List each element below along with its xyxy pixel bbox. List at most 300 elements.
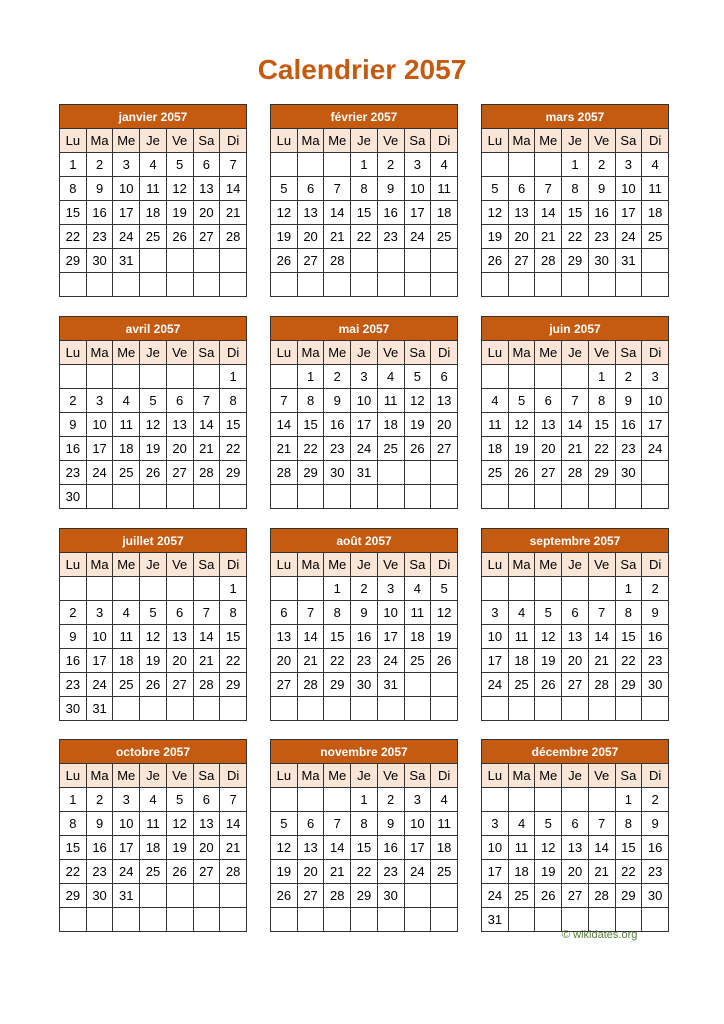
empty-day-cell [615,485,642,509]
weekday-label: Ve [588,341,615,365]
empty-day-cell [271,365,298,389]
weekday-label: Sa [404,129,431,153]
day-cell: 6 [431,365,458,389]
day-cell: 8 [615,601,642,625]
weekday-label: Ve [588,553,615,577]
week-row [482,697,669,721]
day-cell: 26 [482,249,509,273]
day-cell: 8 [351,812,378,836]
footer-credit[interactable]: © wikidates.org [562,929,638,941]
empty-day-cell [86,365,113,389]
week-row [60,908,247,932]
day-cell: 16 [60,437,87,461]
day-cell: 8 [60,812,87,836]
day-cell: 25 [140,860,167,884]
day-cell: 8 [220,389,247,413]
empty-day-cell [113,485,140,509]
empty-day-cell [193,884,220,908]
day-cell: 4 [508,601,535,625]
day-cell: 27 [193,225,220,249]
month-table [481,104,669,297]
day-cell: 25 [508,673,535,697]
weekday-label: Ma [86,129,113,153]
day-cell: 11 [482,413,509,437]
day-cell: 24 [482,673,509,697]
day-cell: 2 [324,365,351,389]
empty-day-cell [351,697,378,721]
empty-day-cell [166,884,193,908]
empty-day-cell [535,273,562,297]
day-cell: 22 [60,225,87,249]
day-cell: 24 [351,437,378,461]
day-cell: 16 [588,201,615,225]
day-cell: 4 [482,389,509,413]
weekday-label: Ma [508,764,535,788]
empty-day-cell [642,249,669,273]
day-cell: 7 [588,812,615,836]
week-row [60,860,247,884]
empty-day-cell [113,908,140,932]
empty-day-cell [508,577,535,601]
week-row [271,413,458,437]
day-cell: 29 [220,673,247,697]
day-cell: 21 [220,201,247,225]
empty-day-cell [508,485,535,509]
weekday-label: Lu [271,553,298,577]
month-title: février 2057 [271,105,458,129]
week-row [60,177,247,201]
empty-day-cell [562,365,589,389]
day-cell: 13 [297,201,324,225]
day-cell: 3 [351,365,378,389]
day-cell: 18 [508,649,535,673]
empty-day-cell [271,697,298,721]
day-cell: 31 [113,884,140,908]
day-cell: 19 [271,225,298,249]
weekday-label: Je [562,129,589,153]
day-cell: 10 [642,389,669,413]
day-cell: 24 [377,649,404,673]
day-cell: 17 [377,625,404,649]
day-cell: 7 [271,389,298,413]
empty-day-cell [535,788,562,812]
week-row [271,812,458,836]
day-cell: 27 [562,673,589,697]
day-cell: 12 [535,836,562,860]
day-cell: 23 [324,437,351,461]
weekday-label: Ma [86,553,113,577]
week-row [60,437,247,461]
empty-day-cell [60,908,87,932]
day-cell: 22 [297,437,324,461]
empty-day-cell [431,884,458,908]
day-cell: 9 [60,625,87,649]
day-cell: 11 [431,812,458,836]
week-row [271,673,458,697]
day-cell: 25 [113,461,140,485]
empty-day-cell [588,577,615,601]
day-cell: 18 [113,437,140,461]
empty-day-cell [220,908,247,932]
empty-day-cell [431,697,458,721]
empty-day-cell [404,461,431,485]
day-cell: 2 [60,601,87,625]
weekday-label: Je [140,341,167,365]
day-cell: 17 [642,413,669,437]
day-cell: 30 [642,673,669,697]
day-cell: 9 [615,389,642,413]
month-calendar [59,316,247,509]
empty-day-cell [324,273,351,297]
week-row [60,625,247,649]
day-cell: 29 [220,461,247,485]
day-cell: 9 [642,601,669,625]
empty-day-cell [404,697,431,721]
empty-day-cell [86,577,113,601]
day-cell: 26 [140,461,167,485]
empty-day-cell [404,673,431,697]
empty-day-cell [482,577,509,601]
day-cell: 5 [166,153,193,177]
empty-day-cell [140,249,167,273]
empty-day-cell [297,485,324,509]
day-cell: 4 [140,153,167,177]
weekday-label: Di [431,129,458,153]
day-cell: 31 [482,908,509,932]
day-cell: 10 [351,389,378,413]
day-cell: 27 [508,249,535,273]
day-cell: 5 [140,601,167,625]
empty-day-cell [535,153,562,177]
day-cell: 26 [535,884,562,908]
day-cell: 20 [297,860,324,884]
day-cell: 2 [86,788,113,812]
month-calendar [481,316,669,509]
empty-day-cell [297,153,324,177]
day-cell: 25 [431,225,458,249]
day-cell: 5 [482,177,509,201]
day-cell: 5 [140,389,167,413]
empty-day-cell [562,697,589,721]
month-calendar [481,528,669,721]
empty-day-cell [404,249,431,273]
month-table [270,316,458,509]
day-cell: 6 [508,177,535,201]
day-cell: 8 [324,601,351,625]
day-cell: 6 [297,812,324,836]
day-cell: 1 [297,365,324,389]
day-cell: 10 [404,812,431,836]
day-cell: 4 [404,577,431,601]
empty-day-cell [271,485,298,509]
day-cell: 21 [271,437,298,461]
empty-day-cell [562,788,589,812]
day-cell: 4 [113,389,140,413]
weekday-label: Sa [404,553,431,577]
day-cell: 27 [562,884,589,908]
month-title: novembre 2057 [271,740,458,764]
weekday-label: Sa [193,764,220,788]
empty-day-cell [140,485,167,509]
day-cell: 28 [297,673,324,697]
day-cell: 19 [166,836,193,860]
day-cell: 5 [166,788,193,812]
weekday-label: Ve [377,764,404,788]
weekday-label: Sa [615,341,642,365]
empty-day-cell [431,249,458,273]
week-row [271,485,458,509]
empty-day-cell [535,485,562,509]
day-cell: 12 [431,601,458,625]
day-cell: 11 [113,625,140,649]
weekday-label: Je [140,764,167,788]
day-cell: 30 [377,884,404,908]
day-cell: 27 [431,437,458,461]
empty-day-cell [377,485,404,509]
day-cell: 26 [431,649,458,673]
empty-day-cell [193,697,220,721]
empty-day-cell [562,908,589,932]
day-cell: 1 [324,577,351,601]
empty-day-cell [220,697,247,721]
day-cell: 7 [220,153,247,177]
day-cell: 15 [588,413,615,437]
day-cell: 5 [404,365,431,389]
weekday-label: Di [220,129,247,153]
day-cell: 6 [562,812,589,836]
day-cell: 30 [86,884,113,908]
day-cell: 10 [113,177,140,201]
day-cell: 4 [431,153,458,177]
day-cell: 19 [482,225,509,249]
day-cell: 17 [482,860,509,884]
day-cell: 20 [193,836,220,860]
empty-day-cell [113,577,140,601]
empty-day-cell [193,365,220,389]
day-cell: 2 [377,788,404,812]
weekday-label: Me [535,553,562,577]
empty-day-cell [482,365,509,389]
weekday-label: Ve [166,341,193,365]
day-cell: 18 [482,437,509,461]
empty-day-cell [297,908,324,932]
empty-day-cell [166,697,193,721]
day-cell: 1 [615,788,642,812]
weekday-label: Ma [297,129,324,153]
weekday-label: Me [113,129,140,153]
day-cell: 4 [377,365,404,389]
week-row [60,673,247,697]
day-cell: 25 [431,860,458,884]
day-cell: 17 [113,201,140,225]
day-cell: 22 [220,649,247,673]
week-row [482,788,669,812]
day-cell: 24 [642,437,669,461]
weekday-label: Di [220,764,247,788]
month-title: juillet 2057 [60,529,247,553]
day-cell: 1 [562,153,589,177]
day-cell: 13 [535,413,562,437]
day-cell: 23 [377,860,404,884]
day-cell: 17 [86,649,113,673]
month-calendar [270,528,458,721]
day-cell: 25 [113,673,140,697]
day-cell: 7 [297,601,324,625]
day-cell: 28 [193,673,220,697]
empty-day-cell [431,485,458,509]
empty-day-cell [166,273,193,297]
day-cell: 6 [562,601,589,625]
month-title: septembre 2057 [482,529,669,553]
empty-day-cell [271,788,298,812]
day-cell: 8 [562,177,589,201]
day-cell: 23 [60,673,87,697]
weekday-label: Di [642,764,669,788]
day-cell: 23 [615,437,642,461]
day-cell: 21 [324,860,351,884]
day-cell: 11 [140,812,167,836]
day-cell: 31 [351,461,378,485]
empty-day-cell [588,697,615,721]
day-cell: 1 [60,788,87,812]
week-row [60,649,247,673]
day-cell: 23 [642,860,669,884]
empty-day-cell [642,485,669,509]
week-row [482,812,669,836]
week-row [60,788,247,812]
week-row [271,273,458,297]
day-cell: 7 [588,601,615,625]
day-cell: 12 [271,201,298,225]
day-cell: 13 [508,201,535,225]
empty-day-cell [220,485,247,509]
empty-day-cell [508,273,535,297]
day-cell: 30 [588,249,615,273]
empty-day-cell [113,365,140,389]
month-calendar [270,316,458,509]
weekday-label: Sa [193,553,220,577]
day-cell: 27 [271,673,298,697]
empty-day-cell [508,153,535,177]
month-calendar [59,528,247,721]
week-row [482,461,669,485]
week-row [482,836,669,860]
day-cell: 6 [193,788,220,812]
day-cell: 10 [482,625,509,649]
week-row [60,225,247,249]
empty-day-cell [271,908,298,932]
day-cell: 26 [508,461,535,485]
week-row [271,437,458,461]
empty-day-cell [588,273,615,297]
month-calendar [481,739,669,932]
month-title: mai 2057 [271,317,458,341]
week-row [482,577,669,601]
week-row [482,201,669,225]
empty-day-cell [535,697,562,721]
month-table [270,104,458,297]
day-cell: 18 [508,860,535,884]
weekday-label: Lu [482,129,509,153]
weekday-label: Lu [271,764,298,788]
day-cell: 11 [140,177,167,201]
day-cell: 14 [535,201,562,225]
day-cell: 1 [220,365,247,389]
page-title: Calendrier 2057 [257,54,467,85]
day-cell: 12 [140,625,167,649]
day-cell: 27 [535,461,562,485]
week-row [60,812,247,836]
month-table [481,316,669,509]
day-cell: 21 [220,836,247,860]
weekday-label: Sa [193,129,220,153]
day-cell: 9 [60,413,87,437]
day-cell: 2 [60,389,87,413]
day-cell: 16 [324,413,351,437]
weekday-label: Sa [615,553,642,577]
day-cell: 11 [508,836,535,860]
week-row [60,836,247,860]
empty-day-cell [642,273,669,297]
day-cell: 22 [615,649,642,673]
empty-day-cell [588,908,615,932]
day-cell: 21 [297,649,324,673]
week-row [271,461,458,485]
day-cell: 11 [377,389,404,413]
empty-day-cell [193,273,220,297]
day-cell: 3 [86,389,113,413]
day-cell: 15 [615,625,642,649]
empty-day-cell [324,153,351,177]
day-cell: 23 [377,225,404,249]
day-cell: 24 [404,860,431,884]
week-row [482,249,669,273]
day-cell: 14 [193,413,220,437]
week-row [271,225,458,249]
week-row [271,908,458,932]
day-cell: 29 [324,673,351,697]
empty-day-cell [351,908,378,932]
day-cell: 20 [166,649,193,673]
day-cell: 22 [351,860,378,884]
day-cell: 31 [86,697,113,721]
month-title: décembre 2057 [482,740,669,764]
empty-day-cell [324,788,351,812]
weekday-label: Sa [615,129,642,153]
day-cell: 14 [588,625,615,649]
day-cell: 9 [86,812,113,836]
empty-day-cell [351,273,378,297]
week-row [482,908,669,932]
day-cell: 12 [482,201,509,225]
empty-day-cell [140,884,167,908]
empty-day-cell [324,485,351,509]
day-cell: 28 [324,249,351,273]
day-cell: 17 [351,413,378,437]
day-cell: 6 [271,601,298,625]
empty-day-cell [166,249,193,273]
day-cell: 13 [271,625,298,649]
weekday-label: Ve [588,764,615,788]
day-cell: 21 [562,437,589,461]
day-cell: 15 [60,836,87,860]
day-cell: 13 [297,836,324,860]
day-cell: 27 [297,884,324,908]
empty-day-cell [324,697,351,721]
day-cell: 19 [508,437,535,461]
empty-day-cell [535,365,562,389]
empty-day-cell [615,273,642,297]
